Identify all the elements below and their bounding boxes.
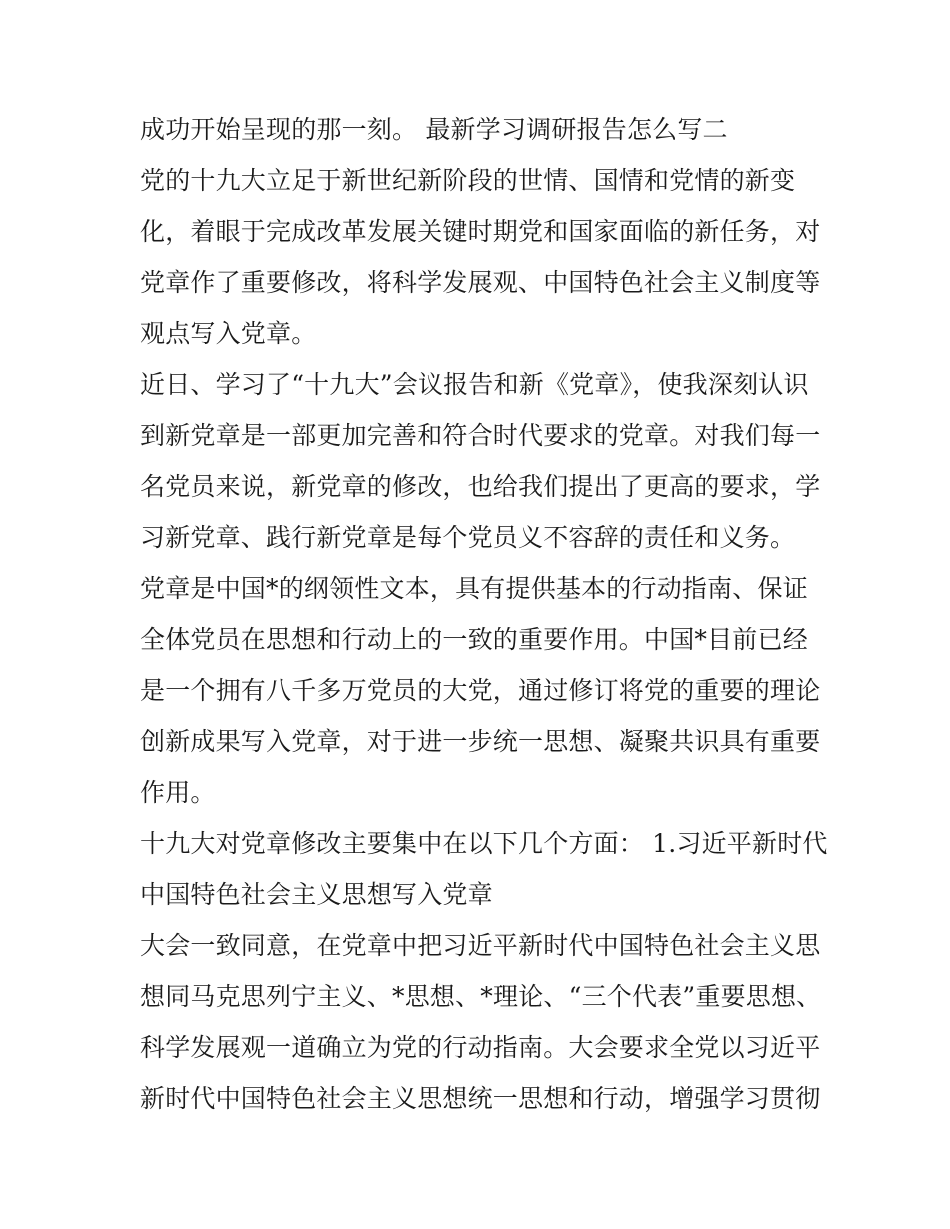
- text-line: 观点写入党章。: [140, 319, 317, 348]
- text-line: 到新党章是一部更加完善和符合时代要求的党章。对我们每一: [140, 421, 821, 450]
- paragraph-3: [140, 359, 820, 563]
- text-line: 化，着眼于完成改革发展关键时期党和国家面临的新任务，对: [140, 217, 821, 246]
- text-line: 党章作了重要修改，将科学发展观、中国特色社会主义制度等: [140, 268, 821, 297]
- text-line: 习新党章、践行新党章是每个党员义不容辞的责任和义务。: [140, 523, 796, 552]
- paragraph-2: [140, 155, 820, 359]
- text-line: 近日、学习了“十九大”会议报告和新《党章》，使我深刻认识: [140, 370, 809, 399]
- text-line: 大会一致同意，在党章中把习近平新时代中国特色社会主义思: [140, 931, 821, 960]
- document-body: [140, 104, 828, 1124]
- text-line: 新时代中国特色社会主义思想统一思想和行动，增强学习贯彻: [140, 1084, 821, 1113]
- text-line: 中国特色社会主义思想写入党章: [140, 880, 493, 909]
- text-line: 党章是中国*的纲领性文本，具有提供基本的行动指南、保证: [140, 574, 808, 603]
- text-line: 作用。: [140, 778, 216, 807]
- paragraph-1: [140, 104, 820, 155]
- text-line: 是一个拥有八千多万党员的大党，通过修订将党的重要的理论: [140, 676, 821, 705]
- text-line: 十九大对党章修改主要集中在以下几个方面： 1.习近平新时代: [140, 829, 828, 858]
- text-line: 成功开始呈现的那一刻。 最新学习调研报告怎么写二: [140, 115, 728, 144]
- text-line: 名党员来说，新党章的修改，也给我们提出了更高的要求，学: [140, 472, 821, 501]
- paragraph-5: [140, 818, 828, 920]
- paragraph-6: [140, 920, 820, 1124]
- paragraph-4: [140, 563, 820, 818]
- text-line: 创新成果写入党章，对于进一步统一思想、凝聚共识具有重要: [140, 727, 821, 756]
- text-line: 科学发展观一道确立为党的行动指南。大会要求全党以习近平: [140, 1033, 821, 1062]
- text-line: 全体党员在思想和行动上的一致的重要作用。中国*目前已经: [140, 625, 808, 654]
- text-line: 党的十九大立足于新世纪新阶段的世情、国情和党情的新变: [140, 166, 796, 195]
- text-line: 想同马克思列宁主义、*思想、*理论、“三个代表”重要思想、: [140, 982, 822, 1011]
